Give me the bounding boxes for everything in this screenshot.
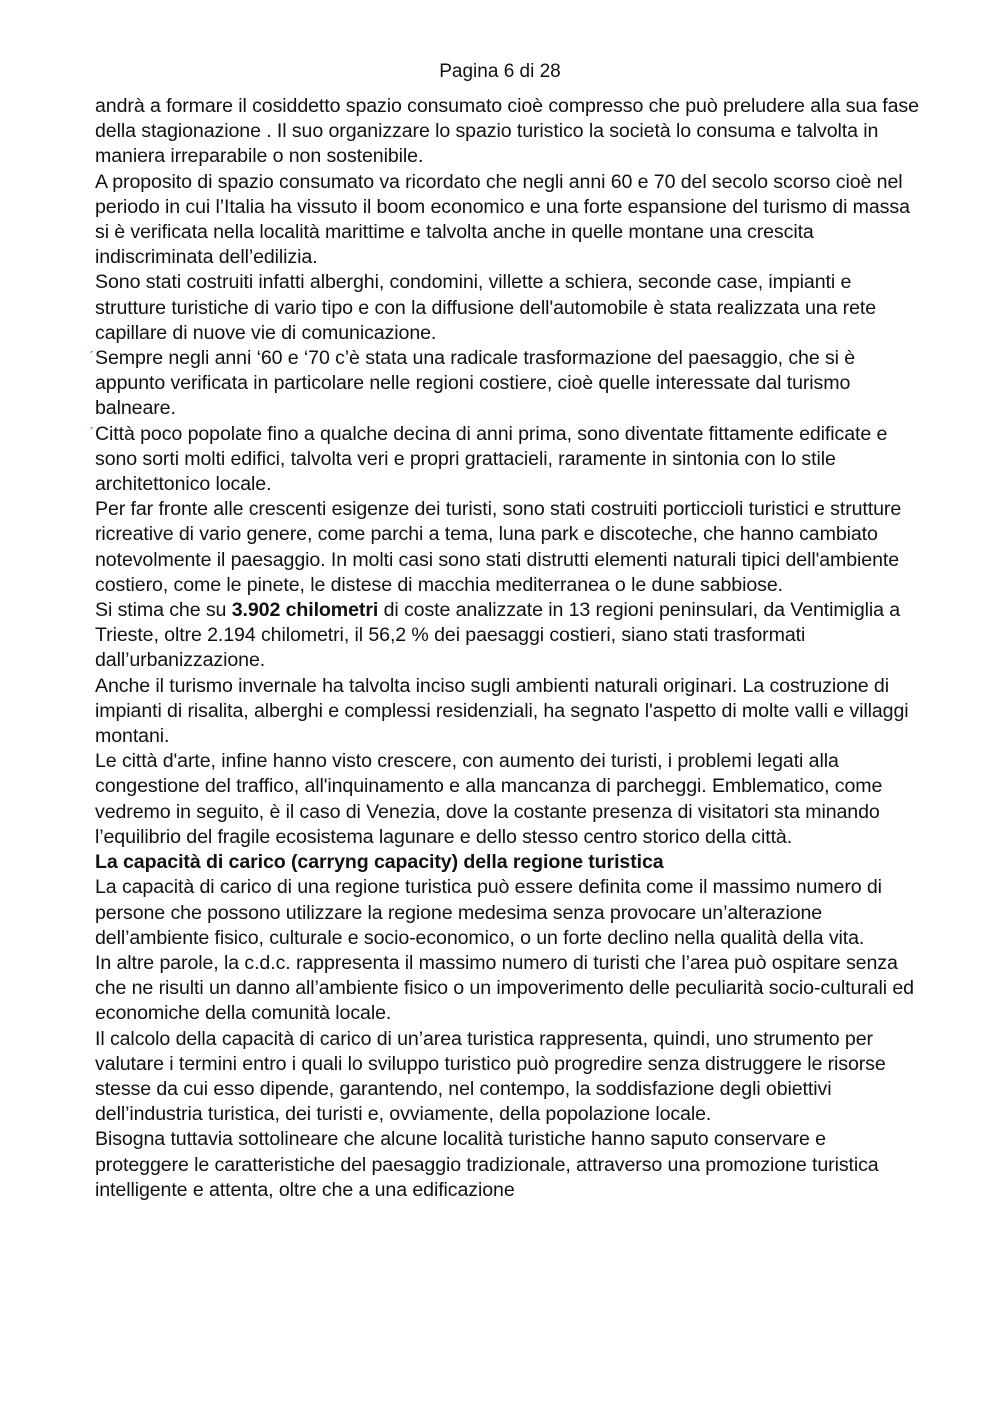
- section-heading: La capacità di carico (carryng capacity) della regione turistica: [95, 851, 664, 874]
- paragraph: Città poco popolate fino a qualche decina di anni prima, sono diventate fittamente edificate e sono sorti molti edifici, talvolta veri e propri grattacieli, raramente in sintonia con lo stile architettonico locale.: [95, 422, 888, 496]
- paragraph: Sono stati costruiti infatti alberghi, condomini, villette a schiera, seconde case, impianti e strutture turistiche di vario tipo e con la diffusione dell'automobile è stata realizzata una rete capillare di nuove vie di comunicazione.: [95, 271, 877, 344]
- paragraph: Bisogna tuttavia sottolineare che alcune località turistiche hanno saputo conservare e proteggere le caratteristiche del paesaggio tradizionale, attraverso una promozione turistica intelligente e attenta, oltre che a una edificazione: [95, 1128, 879, 1201]
- paragraph: La capacità di carico di una regione turistica può essere definita come il massimo numero di persone che possono utilizzare la regione medesima senza provocare un’alterazione dell’ambiente fisico, culturale e socio-economico, o un forte declino nella qualità della vita.: [95, 876, 882, 949]
- paragraph: A proposito di spazio consumato va ricordato che negli anni 60 e 70 del secolo scorso cioè nel periodo in cui l’Italia ha vissuto il boom economico e una forte espansione del turismo di massa si è verificata nella località marittime e talvolta anche in quelle montane una crescita indiscriminata dell’edilizia.: [95, 170, 910, 269]
- paragraph-text: Si stima che su: [95, 599, 232, 622]
- paragraph: Le città d'arte, infine hanno visto crescere, con aumento dei turisti, i problemi legati alla congestione del traffico, all'inquinamento e alla mancanza di parcheggi. Emblematico, come vedremo in seguito, è il caso di Venezia, dove la costante presenza di visitatori sta minando l’equilibrio del fragile ecosistema lagunare e dello stesso centro storico della città.: [95, 750, 883, 848]
- annotation-mark: ˊ: [89, 424, 94, 440]
- document-body: [95, 94, 920, 1203]
- bold-figure: 3.902 chilometri: [231, 599, 379, 622]
- paragraph: Sempre negli anni ‘60 e ‘70 c’è stata una radicale trasformazione del paesaggio, che si è appunto verificata in particolare nelle regioni costiere, cioè quelle interessate dal turismo balneare.: [95, 347, 856, 420]
- paragraph: Per far fronte alle crescenti esigenze dei turisti, sono stati costruiti porticcioli turistici e strutture ricreative di vario genere, come parchi a tema, luna park e discoteche, che hanno cambiato notevolmente il paesaggio. In molti casi sono stati distrutti elementi naturali tipici dell'ambiente costiero, come le pinete, le distese di macchia mediterranea o le dune sabbiose.: [95, 498, 902, 596]
- paragraph: Anche il turismo invernale ha talvolta inciso sugli ambienti naturali originari. La costruzione di impianti di risalita, alberghi e complessi residenziali, ha segnato l'aspetto di molte valli e villaggi montani.: [95, 674, 909, 748]
- page-number-header: Pagina 6 di 28: [439, 61, 561, 82]
- paragraph: In altre parole, la c.d.c. rappresenta il massimo numero di turisti che l’area può ospitare senza che ne risulti un danno all’ambiente fisico o un impoverimento delle peculiarità socio-culturali ed economiche della comunità locale.: [95, 951, 914, 1025]
- annotation-mark: ˊ: [89, 348, 94, 364]
- paragraph: [95, 598, 920, 674]
- paragraph: Il calcolo della capacità di carico di un’area turistica rappresenta, quindi, uno strumento per valutare i termini entro i quali lo sviluppo turistico può progredire senza distruggere le risorse stesse da cui esso dipende, garantendo, nel contempo, la soddisfazione degli obiettivi dell’industria turistica, dei turisti e, ovviamente, della popolazione locale.: [95, 1027, 886, 1126]
- paragraph: andrà a formare il cosiddetto spazio consumato cioè compresso che può preludere alla sua fase della stagionazione . Il suo organizzare lo spazio turistico la società lo consuma e talvolta in maniera irreparabile o non sostenibile.: [95, 95, 919, 168]
- paragraph-text: di coste analizzate in 13 regioni peninsulari, da Ventimiglia a Trieste, oltre 2.194 chilometri, il 56,2 % dei paesaggi costieri, siano stati trasformati dall’urbanizzazione.: [95, 599, 901, 672]
